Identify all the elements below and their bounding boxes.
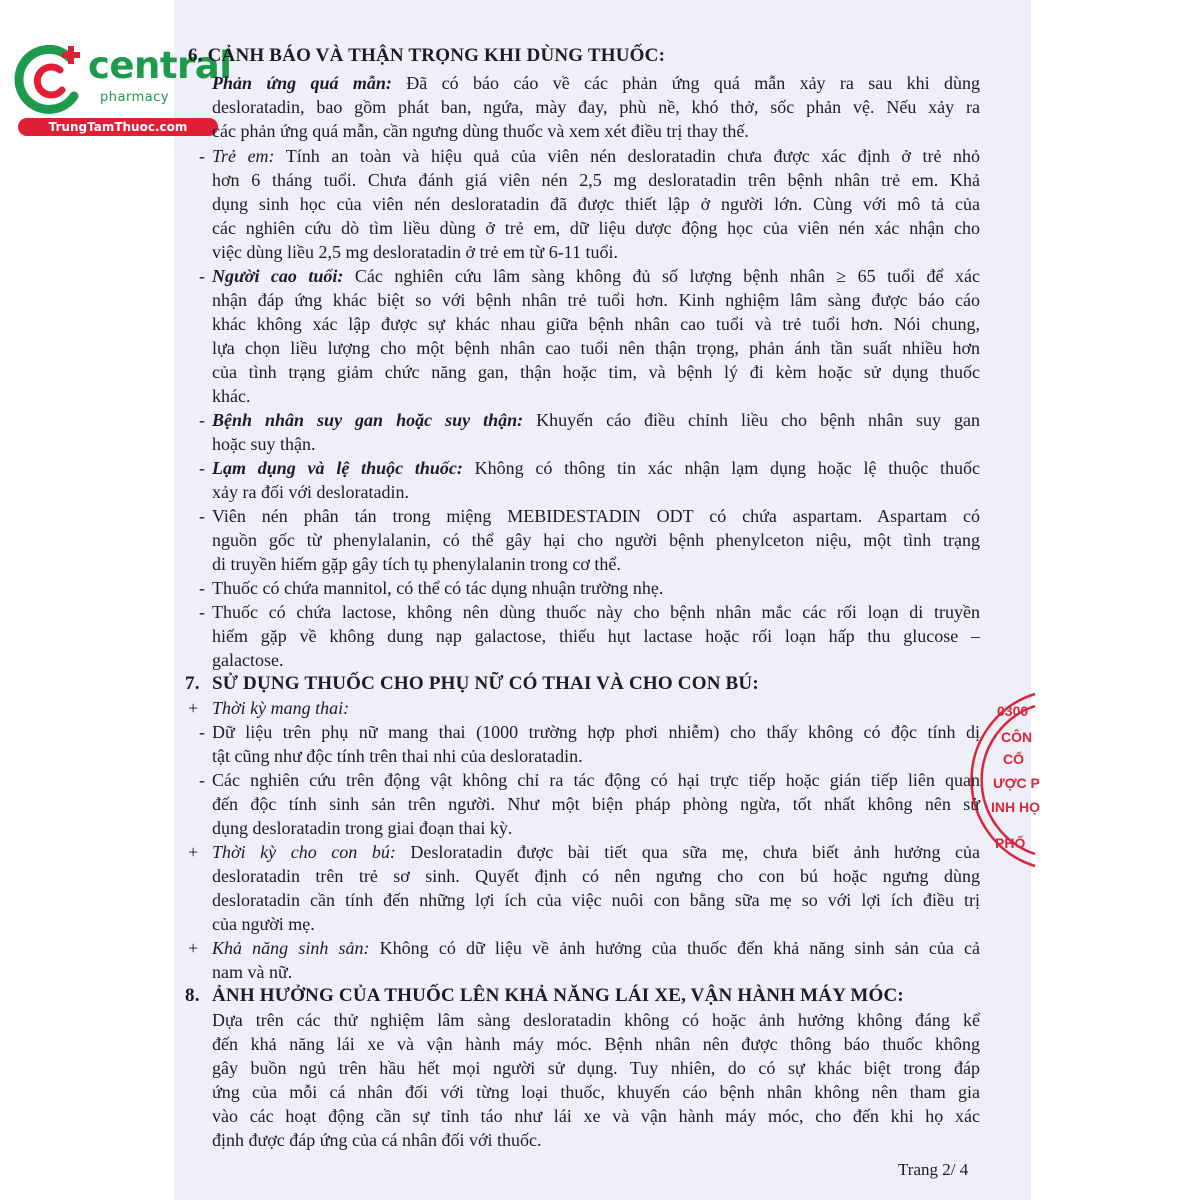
section-6-paragraph-2: Trẻ em: Tính an toàn và hiệu quả của viên nén desloratadin chưa được xác định ở trẻ nhỏ	[212, 146, 980, 166]
bullet-dash: -	[199, 410, 205, 430]
bullet-plus: +	[188, 842, 199, 862]
text-line: hoặc suy thận.	[212, 434, 316, 454]
text-line: di truyền hiếm gặp gây tích tụ phenylalanin trong cơ thể.	[212, 554, 621, 574]
section-8-number: 8.	[185, 985, 200, 1006]
text-line: galactose.	[212, 650, 284, 670]
bullet-dash: -	[199, 722, 205, 742]
section-6-paragraph-4: Bệnh nhân suy gan hoặc suy thận: Khuyến cáo điều chỉnh liều cho bệnh nhân suy gan	[212, 410, 980, 430]
logo-subtitle: pharmacy	[100, 90, 170, 105]
text-line: dụng sinh học của viên nén desloratadin đã được thiết lập ở người lớn. Cùng với mô tả của	[212, 194, 980, 214]
text-line: desloratadin trên trẻ sơ sinh. Quyết định có nên ngưng cho con bú hoặc ngưng dùng	[212, 866, 980, 886]
svg-text:CỔ: CỔ	[1003, 751, 1024, 767]
hepatic-renal-label: Bệnh nhân suy gan hoặc suy thận:	[212, 410, 524, 430]
text-line: dụng desloratadin trong giai đoạn thai kỳ.	[212, 818, 513, 838]
bullet-dash: -	[199, 506, 205, 526]
section-6-heading: 6. CẢNH BÁO VÀ THẬN TRỌNG KHI DÙNG THUỐC:	[188, 45, 666, 66]
text-line: khác không xác lập được sự khác nhau giữa bệnh nhân cao tuổi và trẻ tuổi hơn. Nói chung,	[212, 314, 980, 334]
logo-website: TrungTamThuoc.com	[18, 118, 218, 136]
abuse-dependence-label: Lạm dụng và lệ thuộc thuốc:	[212, 458, 463, 478]
text-line: Dựa trên các thử nghiệm lâm sàng desloratadin không có hoặc ảnh hưởng không đáng kể	[212, 1010, 980, 1030]
fertility-paragraph: Khả năng sinh sản: Không có dữ liệu về ảnh hưởng của thuốc đến khả năng sinh sản của cả	[212, 938, 980, 958]
text-line: tật cũng như độc tính trên thai nhi của desloratadin.	[212, 746, 583, 766]
text-line: định được đáp ứng của cá nhân đối với thuốc.	[212, 1130, 542, 1150]
section-6-paragraph-3: Người cao tuổi: Các nghiên cứu lâm sàng không đủ số lượng bệnh nhân ≥ 65 tuổi để xác	[212, 266, 981, 286]
text-line: vào các hoạt động cần sự tỉnh táo như lái xe và vận hành máy móc, cho đến khi họ xác	[212, 1106, 980, 1126]
elderly-label: Người cao tuổi:	[212, 266, 344, 286]
text-line: đến độc tính sinh sản trên người. Như một biện pháp phòng ngừa, tốt nhất không nên sử	[212, 794, 980, 814]
logo-brand: central	[88, 44, 232, 87]
text-line: Dữ liệu trên phụ nữ mang thai (1000 trường hợp phơi nhiễm) cho thấy không có độc tính dị	[212, 722, 980, 742]
bullet-dash: -	[199, 578, 205, 598]
bullet-dash: -	[199, 602, 205, 622]
breastfeeding-paragraph: Thời kỳ cho con bú: Desloratadin được bài tiết qua sữa mẹ, chưa biết ảnh hưởng của	[212, 842, 980, 862]
text-line: việc dùng liều 2,5 mg desloratadin ở trẻ em từ 6-11 tuổi.	[212, 242, 619, 262]
svg-text:CÔN: CÔN	[1001, 729, 1033, 745]
text-line: các nghiên cứu dò tìm liều dùng ở trẻ em, dữ liệu dược động học của viên nén xác nhận cho	[212, 218, 980, 238]
bullet-plus: +	[188, 938, 199, 958]
text-line: nguồn gốc từ phenylalanin, có thể gây hại cho người bệnh phenylceton niệu, một tình trạng	[212, 530, 980, 550]
section-7-number: 7.	[185, 673, 200, 694]
section-6-paragraph-1: Phản ứng quá mẫn: Đã có báo cáo về các phản ứng quá mẫn xảy ra sau khi dùng	[212, 73, 980, 93]
text-line: của tình trạng giảm chức năng gan, thận hoặc tim, và bệnh lý đi kèm hoặc sử dụng thuốc	[212, 362, 980, 382]
bullet-dash: -	[199, 266, 205, 286]
section-7-heading: SỬ DỤNG THUỐC CHO PHỤ NỮ CÓ THAI VÀ CHO CON BÚ:	[212, 673, 759, 694]
text-line: Thuốc có chứa lactose, không nên dùng thuốc này cho bệnh nhân mắc các rối loạn di truyền	[212, 602, 980, 622]
text-line: của người mẹ.	[212, 914, 315, 934]
text-line: ứng của mỗi cá nhân đối với từng loại thuốc, khuyến cáo bệnh nhân không nên tham gia	[212, 1082, 980, 1102]
breastfeeding-label: Thời kỳ cho con bú:	[212, 842, 396, 862]
text-line: các phản ứng quá mẫn, cần ngưng dùng thuốc và xem xét điều trị thay thế.	[212, 121, 749, 141]
text-line: Viên nén phân tán trong miệng MEBIDESTADIN ODT có chứa aspartam. Aspartam có	[212, 506, 980, 526]
bullet-dash: -	[199, 146, 205, 166]
hypersensitivity-label: Phản ứng quá mẫn:	[212, 73, 392, 93]
svg-text:PHỐ: PHỐ	[995, 835, 1026, 851]
text-line: gây buồn ngủ trên hầu hết mọi người sử dụng. Tuy nhiên, do có sự khác biệt trong đáp	[212, 1058, 980, 1078]
bullet-dash: -	[199, 770, 205, 790]
text-line: nam và nữ.	[212, 962, 293, 982]
svg-text:0300: 0300	[997, 703, 1029, 719]
text-line: khác.	[212, 386, 251, 406]
fertility-label: Khả năng sinh sản:	[212, 938, 370, 958]
children-label: Trẻ em:	[212, 146, 275, 166]
pregnancy-label: Thời kỳ mang thai:	[212, 698, 350, 718]
text-line: nhận đáp ứng khác biệt so với bệnh nhân trẻ tuổi hơn. Kinh nghiệm lâm sàng được báo cáo	[212, 290, 980, 310]
text-line: desloratadin, bao gồm phát ban, ngứa, mày đay, phù nề, khó thở, sốc phản vệ. Nếu xảy ra	[212, 97, 980, 117]
section-8-heading: ẢNH HƯỞNG CỦA THUỐC LÊN KHẢ NĂNG LÁI XE, VẬN HÀNH MÁY MÓC:	[212, 985, 904, 1006]
text-line: lựa chọn liều lượng cho một bệnh nhân cao tuổi nên thận trọng, phản ánh tần suất nhiều hơn	[212, 338, 980, 358]
text-line: đến khả năng lái xe và vận hành máy móc. Bệnh nhân nên được thông báo thuốc không	[212, 1034, 980, 1054]
text-line: desloratadin cần tính đến những lợi ích của việc nuôi con bằng sữa mẹ so với lợi ích điều trị	[212, 890, 980, 910]
text-line: Thuốc có chứa mannitol, có thể có tác dụng nhuận trường nhẹ.	[212, 578, 664, 598]
bullet-dash: -	[199, 458, 205, 478]
text-line: Các nghiên cứu trên động vật không chỉ ra tác động có hại trực tiếp hoặc gián tiếp liên quan	[212, 770, 980, 790]
section-6-paragraph-5: Lạm dụng và lệ thuộc thuốc: Không có thông tin xác nhận lạm dụng hoặc lệ thuộc thuốc	[212, 458, 981, 478]
page-number: Trang 2/ 4	[898, 1160, 969, 1179]
text-line: hiếm gặp về không dung nạp galactose, thiếu hụt lactase hoặc rối loạn hấp thu glucose –	[212, 626, 980, 646]
text-line: xảy ra đối với desloratadin.	[212, 482, 409, 502]
text-line: hơn 6 tháng tuổi. Chưa đánh giá viên nén 2,5 mg desloratadin trên bệnh nhân trẻ em. Khả	[212, 170, 980, 190]
bullet-plus: +	[188, 698, 199, 718]
svg-text:INH HỌ: INH HỌ	[991, 799, 1040, 815]
svg-text:ƯỢC P: ƯỢC P	[993, 775, 1040, 791]
